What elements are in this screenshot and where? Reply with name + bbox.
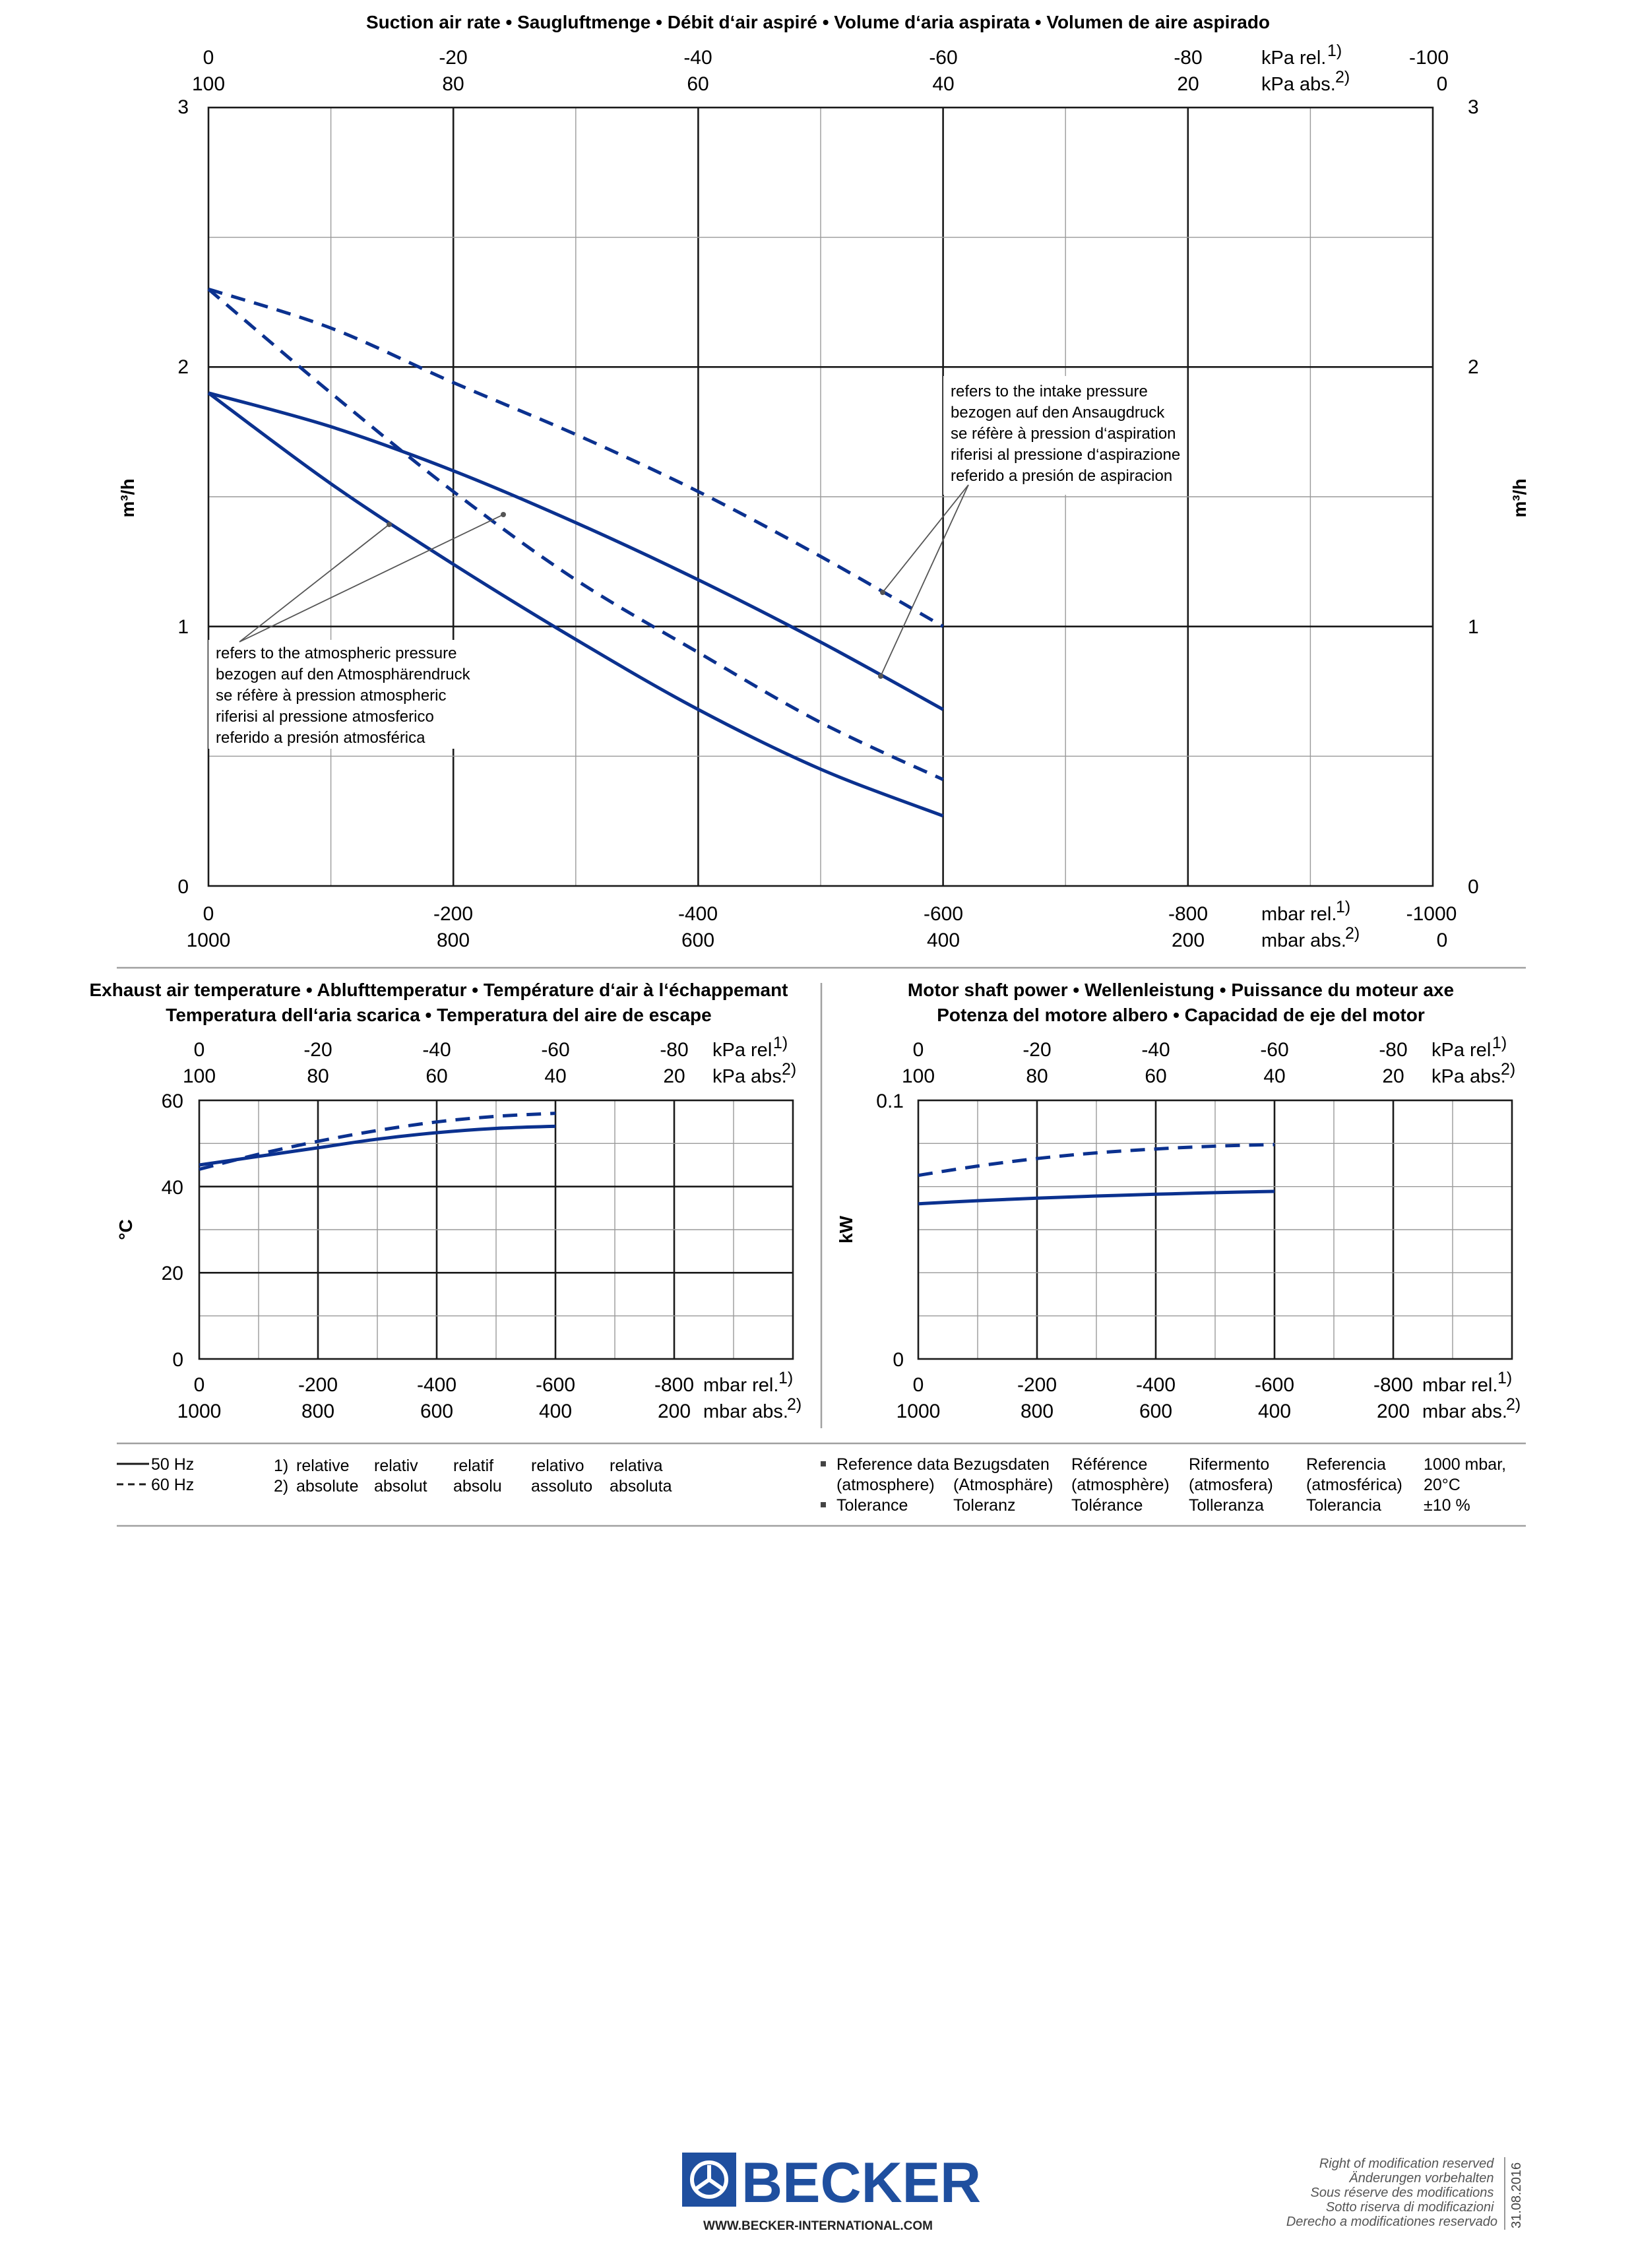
rel-term: relativ [374, 1457, 418, 1475]
mbar-rel-tick: -200 [433, 903, 474, 925]
mbar-rel-label: mbar rel. [703, 1375, 779, 1396]
kpa-rel-tick: -80 [1379, 1039, 1408, 1061]
power-grid [918, 1100, 1512, 1359]
leader-dot [878, 674, 883, 679]
mbar-abs-tick: 400 [1257, 1401, 1292, 1422]
becker-logo [682, 2151, 981, 2215]
note-2: 2) [274, 1477, 289, 1496]
footnote-2-mark: 2) [782, 1060, 797, 1079]
mbar-rel-tick: -800 [1373, 1374, 1414, 1396]
kpa-rel-tick: -60 [1260, 1039, 1289, 1061]
footnote-1-mark: 1) [1492, 1034, 1507, 1052]
footnote-2-mark: 2) [1345, 924, 1360, 943]
footnote-2-mark: 2) [1335, 68, 1350, 86]
footnote-1-mark: 1) [1327, 42, 1342, 60]
power-chart-title-1: Motor shaft power • Wellenleistung • Puissance du moteur axe [907, 980, 1455, 1000]
reference-col: Referencia (atmosférica) Tolerancia [1306, 1455, 1402, 1515]
motor-shaft-power-chart [836, 980, 1521, 1422]
y-tick: 0 [893, 1349, 904, 1371]
mbar-rel-tick: -400 [677, 903, 718, 925]
reference-col: Rifermento (atmosfera) Tolleranza [1189, 1455, 1273, 1515]
kpa-abs-tick: 60 [1145, 1065, 1167, 1087]
mbar-abs-tick: 200 [657, 1401, 691, 1422]
mbar-abs-tick: 800 [301, 1401, 335, 1422]
mbar-abs-tick: 200 [1171, 929, 1205, 951]
y-tick: 60 [161, 1090, 183, 1112]
mbar-abs-tick: 600 [420, 1401, 454, 1422]
y-tick: 20 [161, 1263, 183, 1284]
y-tick: 0 [177, 876, 189, 898]
temp-chart-title-1: Exhaust air temperature • Ablufttemperatur • Température d‘air à l‘échappemant [89, 980, 788, 1000]
kpa-rel-tick: -20 [303, 1039, 332, 1061]
y-tick-right: 1 [1468, 616, 1479, 638]
kpa-rel-tick: -40 [683, 47, 712, 69]
suction-air-rate-chart [117, 12, 1530, 951]
mbar-abs-tick: 600 [681, 929, 715, 951]
exhaust-temperature-chart [90, 980, 802, 1422]
mbar-rel-tick: -200 [298, 1374, 338, 1396]
footnote-2-mark: 2) [1501, 1060, 1516, 1079]
legend-50hz: 50 Hz [151, 1455, 195, 1474]
kpa-abs-tick: 20 [1177, 73, 1199, 95]
mbar-abs-tick: 400 [538, 1401, 573, 1422]
kpa-abs-tick: 20 [1382, 1065, 1404, 1087]
bullet [821, 1461, 826, 1466]
y-tick: 1 [177, 616, 189, 638]
kpa-abs-tick: 100 [191, 73, 226, 95]
kpa-abs-tick: 40 [1263, 1065, 1286, 1087]
kpa-abs-label: kPa abs. [712, 1066, 787, 1087]
y-tick: 2 [177, 356, 189, 378]
kpa-abs-tick: 0 [1436, 73, 1448, 95]
reference-col: 1000 mbar, 20°C ±10 % [1424, 1455, 1507, 1515]
kpa-rel-tick: -100 [1408, 47, 1449, 69]
kpa-abs-tick: 60 [687, 73, 709, 95]
mbar-rel-label: mbar rel. [1261, 904, 1337, 925]
kpa-abs-tick: 80 [442, 73, 464, 95]
abs-term: absolu [453, 1477, 502, 1496]
mbar-rel-tick: -600 [535, 1374, 576, 1396]
mbar-abs-tick: 800 [436, 929, 470, 951]
y-tick: 3 [177, 96, 189, 118]
mbar-abs-label: mbar abs. [1422, 1401, 1507, 1422]
mbar-rel-tick: -1000 [1406, 903, 1457, 925]
kpa-abs-tick: 80 [307, 1065, 329, 1087]
kpa-rel-tick: -20 [1022, 1039, 1052, 1061]
kpa-abs-tick: 80 [1026, 1065, 1048, 1087]
rel-term: relativo [531, 1457, 584, 1475]
kpa-abs-tick: 100 [182, 1065, 216, 1087]
y-tick-right: 3 [1468, 96, 1479, 118]
kpa-rel-tick: -40 [1141, 1039, 1170, 1061]
temp-chart-title-2: Temperatura dell‘aria scarica • Temperatura del aire de escape [166, 1005, 712, 1025]
reference-col: Référence (atmosphère) Tolérance [1071, 1455, 1170, 1515]
rel-term: relatif [453, 1457, 494, 1475]
y-tick-right: 2 [1468, 356, 1479, 378]
reference-col: Bezugsdaten (Atmosphäre) Toleranz [953, 1455, 1054, 1515]
kpa-abs-label: kPa abs. [1432, 1066, 1506, 1087]
kpa-abs-tick: 40 [544, 1065, 567, 1087]
mbar-rel-tick: -400 [416, 1374, 457, 1396]
mbar-abs-tick: 600 [1139, 1401, 1173, 1422]
kpa-rel-tick: -40 [422, 1039, 451, 1061]
abs-term: absolute [296, 1477, 359, 1496]
y-axis-label-right: m³/h [1509, 478, 1530, 518]
note-atmos-leader [239, 524, 389, 642]
kpa-rel-tick: 0 [912, 1039, 924, 1061]
y-tick: 40 [161, 1177, 183, 1199]
kpa-rel-label: kPa rel. [1261, 47, 1327, 69]
reference-data [821, 1455, 1511, 1515]
footnote-2-mark: 2) [787, 1395, 802, 1414]
power-chart-title-2: Potenza del motore albero • Capacidad de eje del motor [937, 1005, 1425, 1025]
mbar-abs-label: mbar abs. [703, 1401, 788, 1422]
kpa-rel-tick: -60 [541, 1039, 570, 1061]
kpa-rel-tick: 0 [203, 47, 214, 69]
abs-term: absoluta [610, 1477, 672, 1496]
footnote-2-mark: 2) [1506, 1395, 1521, 1414]
kpa-rel-tick: -20 [439, 47, 468, 69]
leader-dot [501, 512, 506, 517]
mbar-abs-tick: 0 [1436, 929, 1448, 951]
mbar-abs-label: mbar abs. [1261, 930, 1346, 951]
legend [117, 1455, 672, 1496]
kpa-rel-tick: -60 [929, 47, 958, 69]
mbar-abs-tick: 1000 [896, 1401, 941, 1422]
note-atmos-leader [239, 515, 503, 642]
temp-grid [199, 1100, 793, 1359]
mbar-abs-tick: 800 [1020, 1401, 1054, 1422]
footnote-1-mark: 1) [773, 1034, 788, 1052]
abs-term: assoluto [531, 1477, 593, 1496]
mbar-rel-tick: -600 [923, 903, 964, 925]
y-axis-label: m³/h [117, 478, 138, 518]
y-axis-label: °C [115, 1219, 136, 1240]
mbar-rel-tick: -200 [1017, 1374, 1057, 1396]
note-1: 1) [274, 1457, 289, 1475]
kpa-rel-tick: 0 [193, 1039, 205, 1061]
abs-term: absolut [374, 1477, 427, 1496]
mbar-rel-tick: -400 [1135, 1374, 1176, 1396]
y-tick: 0.1 [876, 1090, 904, 1112]
kpa-abs-tick: 100 [901, 1065, 935, 1087]
print-date: 31.08.2016 [1509, 2162, 1524, 2228]
rel-term: relativa [610, 1457, 663, 1475]
kpa-rel-label: kPa rel. [712, 1040, 778, 1061]
rights-notice: Right of modification reserved Änderungen vorbehalten Sous réserve des modifications Sotto riserva di modificazioni Derecho a modificationes reservado [1286, 2157, 1497, 2229]
reference-col: Reference data (atmosphere) Tolerance [836, 1455, 949, 1515]
leader-dot [880, 590, 885, 595]
bullet [821, 1502, 826, 1507]
mbar-abs-tick: 400 [926, 929, 960, 951]
footer [682, 2151, 1524, 2233]
mbar-rel-label: mbar rel. [1422, 1375, 1498, 1396]
mbar-rel-tick: -800 [654, 1374, 695, 1396]
kpa-rel-tick: -80 [660, 1039, 689, 1061]
mbar-abs-tick: 1000 [177, 1401, 222, 1422]
y-tick-right: 0 [1468, 876, 1479, 898]
kpa-rel-label: kPa rel. [1432, 1040, 1497, 1061]
mbar-rel-tick: -800 [1168, 903, 1209, 925]
y-tick: 0 [172, 1349, 183, 1371]
footnote-1-mark: 1) [778, 1369, 794, 1387]
kpa-abs-tick: 60 [425, 1065, 448, 1087]
legend-60hz: 60 Hz [151, 1476, 195, 1494]
mbar-abs-tick: 200 [1376, 1401, 1410, 1422]
kpa-abs-label: kPa abs. [1261, 74, 1336, 95]
y-axis-label: kW [836, 1216, 856, 1244]
mbar-rel-tick: -600 [1254, 1374, 1295, 1396]
rel-term: relative [296, 1457, 350, 1475]
kpa-abs-tick: 20 [663, 1065, 685, 1087]
main-chart-title: Suction air rate • Saugluftmenge • Débit d‘air aspiré • Volume d‘aria aspirata • Volumen de aire aspirado [365, 12, 1271, 32]
footnote-1-mark: 1) [1336, 898, 1351, 916]
note-atmospheric: refers to the atmospheric pressure bezogen auf den Atmosphärendruck se réfère à pression atmospheric riferisi al pressione atmosferico referido a presión atmosférica [216, 645, 470, 747]
kpa-abs-tick: 40 [932, 73, 955, 95]
note-intake: refers to the intake pressure bezogen auf den Ansaugdruck se réfère à pression d‘aspiration riferisi al pressione d‘aspirazione referido a presión de aspiracion [951, 383, 1181, 485]
website-link[interactable]: WWW.BECKER-INTERNATIONAL.COM [703, 2219, 933, 2233]
mbar-rel-tick: 0 [912, 1374, 924, 1396]
note-intake-leader [883, 485, 968, 592]
kpa-rel-tick: -80 [1174, 47, 1203, 69]
mbar-rel-tick: 0 [193, 1374, 205, 1396]
mbar-rel-tick: 0 [203, 903, 214, 925]
brand-name: BECKER [741, 2151, 982, 2215]
note-intake-leader [881, 485, 968, 676]
footnote-1-mark: 1) [1497, 1369, 1513, 1387]
mbar-abs-tick: 1000 [186, 929, 231, 951]
leader-dot [387, 522, 392, 527]
